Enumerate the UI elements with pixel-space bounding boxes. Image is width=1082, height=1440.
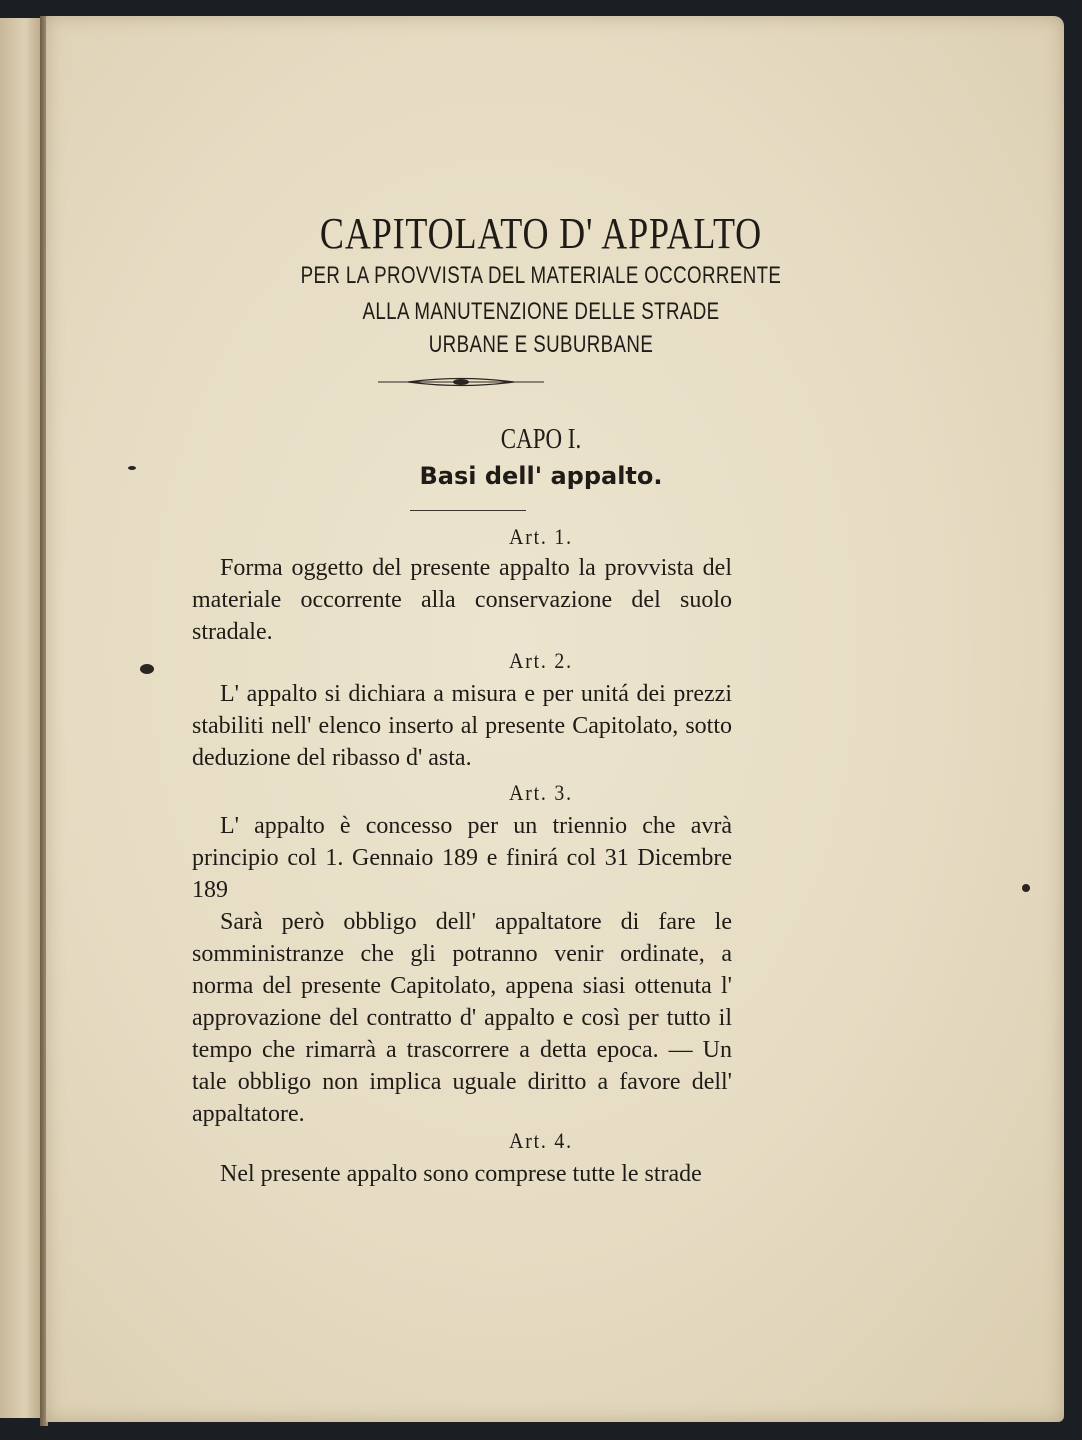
article-paragraph: Sarà però obbligo dell' appaltatore di fare le somministranze che gli potranno venir ordinate, a norma del presente Capitolato, appena siasi ottenuta l' approvazione del contratto d' appalto e così per tutto il tempo che rimarrà a trascorrere a detta epoca. — Un tale obbligo non implica uguale diritto a favore dell' appaltatore. xyxy=(192,909,732,1127)
article-paragraph: L' appalto si dichiara a misura e per unitá dei prezzi stabiliti nell' elenco inserto al presente Capitolato, sotto deduzione del ribasso d' asta. xyxy=(192,681,732,771)
chapter-title: Basi dell' appalto. xyxy=(419,462,663,490)
article-paragraph: L' appalto è concesso per un triennio che avrà principio col 1. Gennaio 189 e finirá col 31 Dicembre 189 xyxy=(192,813,732,903)
article-label: Art. 2. xyxy=(509,648,573,673)
chapter-label: CAPO I. xyxy=(500,424,582,455)
speck xyxy=(1022,884,1030,892)
subtitle-line-2: ALLA MANUTENZIONE DELLE STRADE xyxy=(362,298,720,325)
left-page-edge xyxy=(0,18,44,1418)
subtitle-line-3: URBANE E SUBURBANE xyxy=(428,331,654,358)
section-rule xyxy=(410,510,526,511)
article-label: Art. 3. xyxy=(509,780,573,805)
article-paragraph: Nel presente appalto sono comprese tutte le strade xyxy=(220,1161,702,1187)
article-label: Art. 4. xyxy=(509,1128,573,1153)
page-title: CAPITOLATO D' APPALTO xyxy=(319,209,763,258)
subtitle-line-1: PER LA PROVVISTA DEL MATERIALE OCCORRENTE xyxy=(300,262,782,289)
ornament-divider-icon xyxy=(378,374,544,390)
article-paragraph: Forma oggetto del presente appalto la provvista del materiale occorrente alla conservazione del suolo stradale. xyxy=(192,555,732,645)
article-label: Art. 1. xyxy=(509,524,573,549)
